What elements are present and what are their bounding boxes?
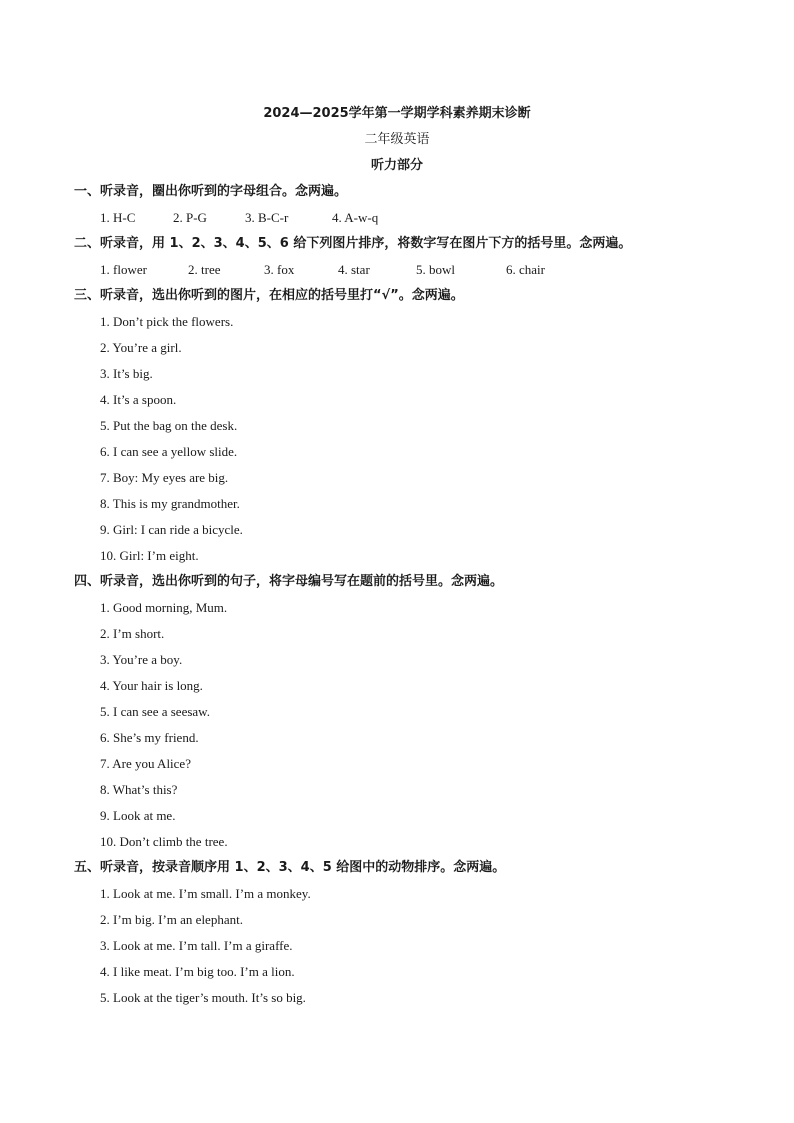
- section-5-heading: 五、听录音，按录音顺序用 1、2、3、4、5 给图中的动物排序。念两遍。: [74, 860, 506, 875]
- section-4-item: 10. Don’t climb the tree.: [100, 834, 228, 849]
- section-5-item: 3. Look at me. I’m tall. I’m a giraffe.: [100, 938, 293, 953]
- section-2-item: 6. chair: [506, 262, 545, 277]
- section-2-item: 5. bowl: [416, 262, 455, 277]
- section-4-item: 7. Are you Alice?: [100, 756, 191, 771]
- section-4-item: 2. I’m short.: [100, 626, 165, 641]
- section-5-item: 1. Look at me. I’m small. I’m a monkey.: [100, 886, 311, 901]
- section-4-item: 3. You’re a boy.: [100, 652, 183, 667]
- section-2-heading: 二、听录音，用 1、2、3、4、5、6 给下列图片排序，将数字写在图片下方的括号里。念两遍。: [74, 236, 632, 251]
- section-3-item: 2. You’re a girl.: [100, 340, 182, 355]
- section-3-item: 6. I can see a yellow slide.: [100, 444, 238, 459]
- section-4-item: 1. Good morning, Mum.: [100, 600, 228, 615]
- section-5-item: 2. I’m big. I’m an elephant.: [100, 912, 243, 927]
- section-3-item: 10. Girl: I’m eight.: [100, 548, 199, 563]
- grade-subject: 二年级英语: [364, 132, 430, 147]
- section-3-item: 7. Boy: My eyes are big.: [100, 470, 229, 485]
- section-4-item: 8. What’s this?: [100, 782, 178, 797]
- section-1-item: 1. H-C: [100, 210, 136, 225]
- section-2-item: 4. star: [338, 262, 370, 277]
- section-1-heading: 一、听录音，圈出你听到的字母组合。念两遍。: [74, 184, 348, 199]
- page-title: 2024—2025学年第一学期学科素养期末诊断: [263, 106, 531, 121]
- section-3-item: 1. Don’t pick the flowers.: [100, 314, 234, 329]
- section-2-item: 1. flower: [100, 262, 147, 277]
- section-3-item: 9. Girl: I can ride a bicycle.: [100, 522, 243, 537]
- section-5-item: 5. Look at the tiger’s mouth. It’s so big.: [100, 990, 306, 1005]
- section-4-item: 9. Look at me.: [100, 808, 176, 823]
- section-3-item: 3. It’s big.: [100, 366, 153, 381]
- section-3-heading: 三、听录音，选出你听到的图片，在相应的括号里打“√”。念两遍。: [74, 288, 464, 303]
- section-2-item: 2. tree: [188, 262, 221, 277]
- section-3-item: 4. It’s a spoon.: [100, 392, 177, 407]
- section-1-item: 4. A-w-q: [332, 210, 379, 225]
- section-1-item: 3. B-C-r: [245, 210, 289, 225]
- section-4-item: 4. Your hair is long.: [100, 678, 203, 693]
- section-5-item: 4. I like meat. I’m big too. I’m a lion.: [100, 964, 295, 979]
- section-4-item: 6. She’s my friend.: [100, 730, 199, 745]
- section-3-item: 8. This is my grandmother.: [100, 496, 240, 511]
- section-3-item: 5. Put the bag on the desk.: [100, 418, 238, 433]
- section-4-heading: 四、听录音，选出你听到的句子，将字母编号写在题前的括号里。念两遍。: [74, 574, 504, 589]
- section-4-item: 5. I can see a seesaw.: [100, 704, 210, 719]
- part-title: 听力部分: [370, 158, 423, 173]
- section-1-item: 2. P-G: [173, 210, 207, 225]
- section-2-item: 3. fox: [264, 262, 295, 277]
